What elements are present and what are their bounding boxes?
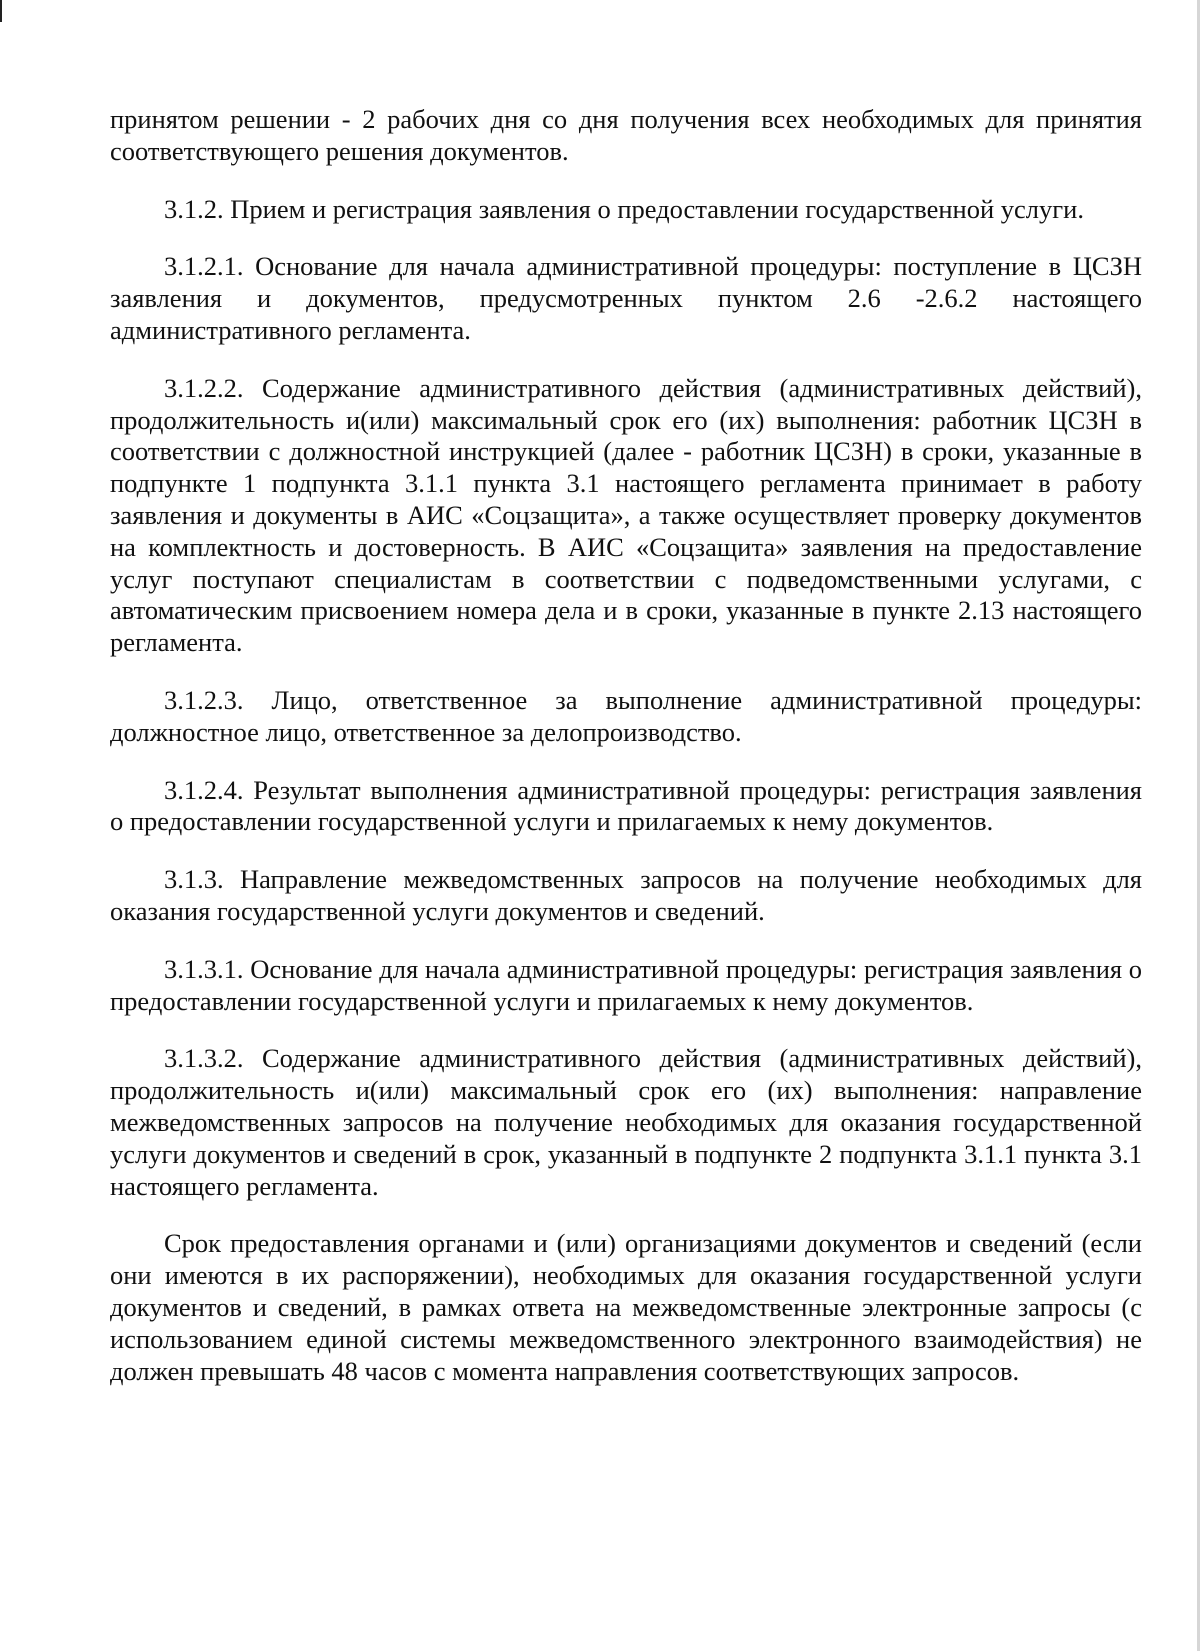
paragraph-3-1-2-3: 3.1.2.3. Лицо, ответственное за выполнение административной процедуры: должностное лицо, ответственное за делопроизводство.	[110, 684, 1142, 747]
paragraph-response-deadline: Срок предоставления органами и (или) организациями документов и сведений (если они имеются в их распоряжении), необходимых для оказания государственной услуги документов и сведений, в рамках ответа на межведомственные электронные запросы (с использованием единой системы межведомственного электронного взаимодействия) не должен превышать 48 часов с момента направления соответствующих запросов.	[110, 1228, 1142, 1386]
paragraph-continuation: принятом решении - 2 рабочих дня со дня получения всех необходимых для принятия соответствующего решения документов.	[110, 104, 1142, 166]
paragraph-3-1-2-4: 3.1.2.4. Результат выполнения административной процедуры: регистрация заявления о предоставлении государственной услуги и прилагаемых к нему документов.	[110, 774, 1142, 837]
paragraph-3-1-2-2: 3.1.2.2. Содержание административного действия (административных действий), продолжительность и(или) максимальный срок его (их) выполнения: работник ЦСЗН в соответствии с должностной инструкцией (далее - работник ЦСЗН) в сроки, указанные в подпункте 1 подпункта 3.1.1 пункта 3.1 настоящего регламента принимает в работу заявления и документы в АИС «Соцзащита», а также осуществляет проверку документов на комплектность и достоверность. В АИС «Соцзащита» заявления на предоставление услуг поступают специалистам в соответствии с подведомственными услугами, с автоматическим присвоением номера дела и в сроки, указанные в пункте 2.13 настоящего регламента.	[110, 372, 1142, 658]
document-body	[110, 104, 1142, 1413]
scan-edge-mark	[0, 0, 2, 22]
paragraph-3-1-2: 3.1.2. Прием и регистрация заявления о предоставлении государственной услуги.	[164, 193, 1084, 224]
paragraph-3-1-2-1: 3.1.2.1. Основание для начала административной процедуры: поступление в ЦСЗН заявления и документов, предусмотренных пунктом 2.6 -2.6.2 настоящего административного регламента.	[110, 251, 1142, 345]
paragraph-3-1-3: 3.1.3. Направление межведомственных запросов на получение необходимых для оказания государственной услуги документов и сведений.	[110, 864, 1142, 926]
paragraph-3-1-3-2: 3.1.3.2. Содержание административного действия (административных действий), продолжительность и(или) максимальный срок его (их) выполнения: направление межведомственных запросов на получение необходимых для оказания государственной услуги документов и сведений в срок, указанный в подпункте 2 подпункта 3.1.1 пункта 3.1 настоящего регламента.	[110, 1043, 1142, 1201]
paragraph-3-1-3-1: 3.1.3.1. Основание для начала административной процедуры: регистрация заявления о предоставлении государственной услуги и прилагаемых к нему документов.	[110, 953, 1142, 1016]
